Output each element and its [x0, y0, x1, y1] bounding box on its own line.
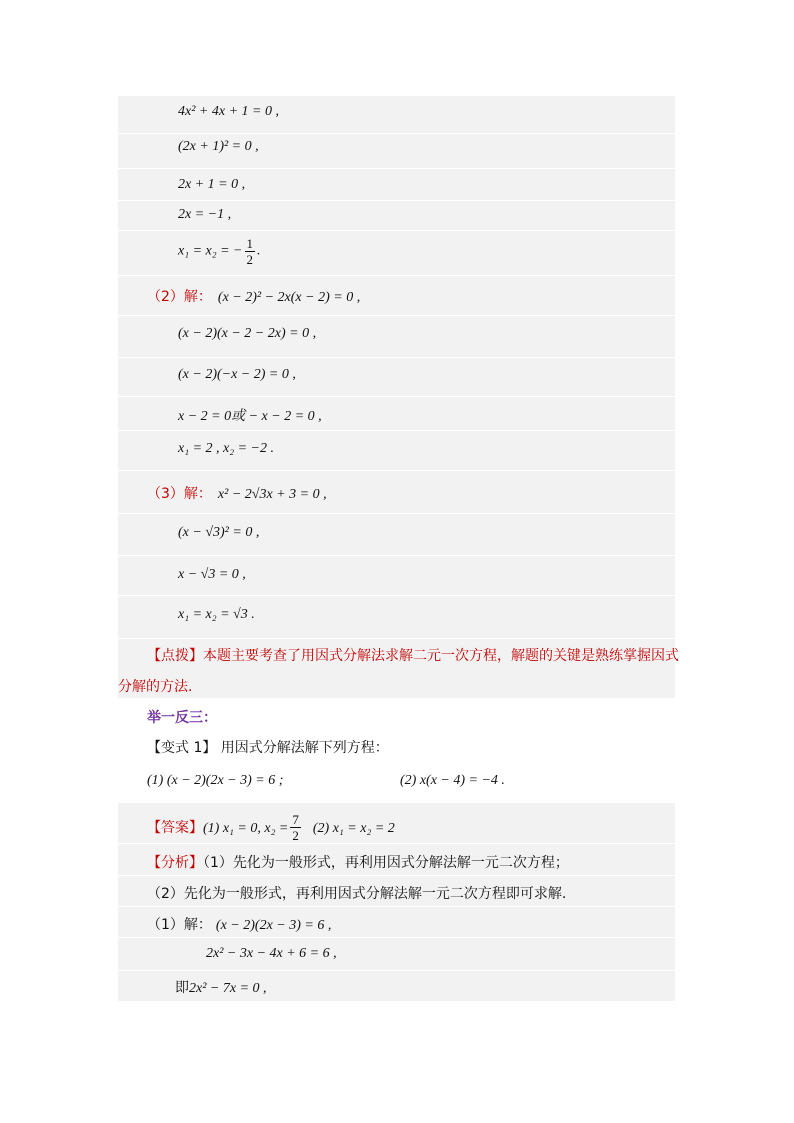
row-divider [118, 555, 675, 556]
fraction-denominator: 2 [246, 252, 254, 267]
analysis-label: 【分析】 [147, 855, 203, 871]
answer-2: (2) x₁ = x₂ = 2 [312, 821, 395, 836]
part2-label: （2）解： [147, 289, 212, 305]
row-divider [118, 230, 675, 231]
part1-line-2: (2x + 1)² = 0 , [178, 139, 259, 154]
part1-line-5-end: . [257, 243, 261, 259]
part2-line-4: x − 2 = 0或 − x − 2 = 0 , [178, 409, 322, 424]
analysis-line-2: （2）先化为一般形式，再利用因式分解法解一元二次方程即可求解. [147, 886, 567, 902]
row-divider [118, 275, 675, 276]
row-divider [118, 470, 675, 471]
part2-header [147, 286, 360, 306]
part3-header [147, 483, 327, 503]
fraction-one-half [245, 236, 256, 267]
solution-prefix: 即 [175, 980, 189, 996]
row-divider [118, 875, 675, 876]
row-divider [118, 133, 675, 134]
part2-line-2: (x − 2)(x − 2 − 2x) = 0 , [178, 326, 317, 341]
part3-line-3: x − √3 = 0 , [178, 567, 246, 582]
solution-line-2: 2x² − 3x − 4x + 6 = 6 , [206, 946, 337, 961]
row-divider [118, 357, 675, 358]
row-divider [118, 595, 675, 596]
answer-1: (1) x₁ = 0, x₂ = [203, 821, 289, 836]
tip-text-1: 本题主要考查了用因式分解法求解二元一次方程，解题的关键是熟练掌握因式 [203, 648, 679, 664]
part1-line-4: 2x = −1 , [178, 207, 232, 222]
row-divider [118, 315, 675, 316]
row-divider [118, 513, 675, 514]
part3-line-1: x² − 2√3x + 3 = 0 , [217, 487, 327, 502]
tip-line-1 [147, 645, 679, 665]
question-1: (1) (x − 2)(2x − 3) = 6 ; [147, 773, 284, 788]
part1-line-3: 2x + 1 = 0 , [178, 177, 246, 192]
solution-line-3 [175, 977, 267, 997]
solution-line-1 [147, 914, 331, 934]
part1-line-5-lhs: x₁ = x₂ = − [178, 243, 243, 259]
row-divider [118, 638, 675, 639]
row-divider [118, 200, 675, 201]
row-divider [118, 168, 675, 169]
answer-line [147, 812, 395, 843]
row-divider [118, 396, 675, 397]
question-2: (2) x(x − 4) = −4 . [400, 773, 505, 788]
part1-line-1: 4x² + 4x + 1 = 0 , [178, 104, 279, 119]
solution-label: （1）解： [147, 917, 212, 933]
part1-line-5 [178, 236, 261, 267]
part3-line-4: x₁ = x₂ = √3 . [178, 607, 255, 622]
row-divider [118, 906, 675, 907]
practice-heading: 举一反三： [147, 710, 217, 726]
row-divider [118, 937, 675, 938]
part2-line-3: (x − 2)(−x − 2) = 0 , [178, 367, 296, 382]
solution-equation-3: 2x² − 7x = 0 , [189, 981, 267, 996]
row-divider [118, 843, 675, 844]
fraction-denominator: 2 [292, 828, 299, 843]
answer-label: 【答案】 [147, 820, 203, 836]
analysis-text-1: （1）先化为一般形式，再利用因式分解法解一元二次方程； [203, 855, 569, 871]
analysis-line-1 [147, 852, 569, 872]
variant-title: 【变式 1】 用因式分解法解下列方程： [147, 740, 389, 756]
part2-line-5: x₁ = 2 , x₂ = −2 . [178, 441, 275, 456]
row-divider [118, 970, 675, 971]
fraction-seven-halves [290, 812, 301, 843]
tip-line-2: 分解的方法. [118, 679, 193, 695]
fraction-numerator: 1 [246, 236, 254, 251]
solution-equation-1: (x − 2)(2x − 3) = 6 , [215, 918, 332, 933]
fraction-numerator: 7 [292, 812, 299, 827]
tip-label: 【点拨】 [147, 648, 203, 664]
row-divider [118, 430, 675, 431]
part3-line-2: (x − √3)² = 0 , [178, 525, 260, 540]
part2-line-1: (x − 2)² − 2x(x − 2) = 0 , [217, 290, 361, 305]
part3-label: （3）解： [147, 486, 212, 502]
